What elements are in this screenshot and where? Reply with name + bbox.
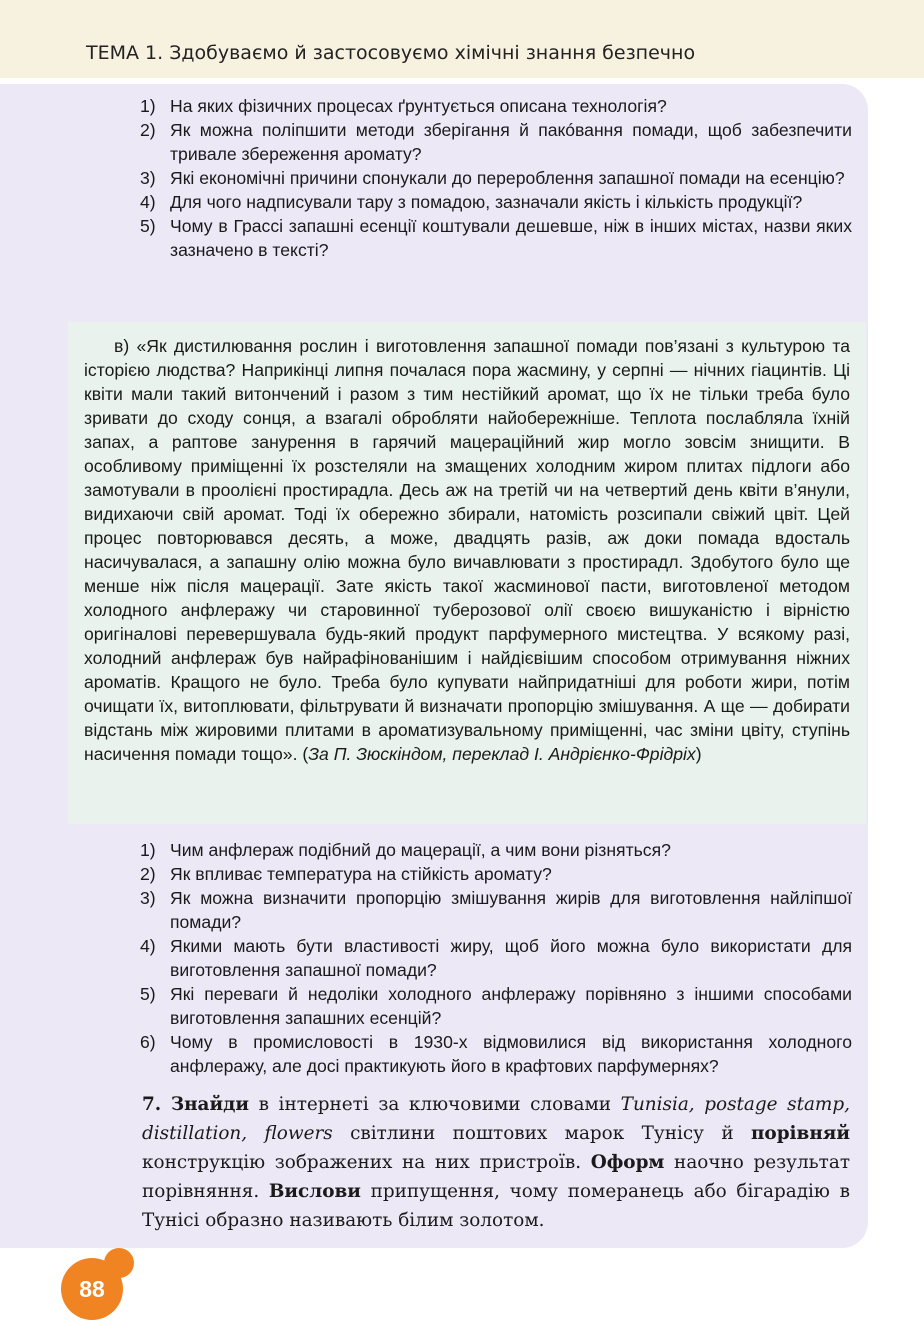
item-number: 2) — [140, 864, 156, 884]
item-number: 4) — [140, 192, 156, 212]
item-text: Які переваги й недоліки холодного анфлеражу порівняно з іншими способами виготовлення запашних есенцій? — [170, 984, 852, 1028]
header-title: ТЕМА 1. Здобуваємо й застосовуємо хімічні знання безпечно — [86, 42, 696, 64]
item-number: 2) — [140, 120, 156, 140]
item-text: Як можна поліпшити методи зберігання й пакóвання помади, щоб забезпечити тривале збереження аромату? — [170, 120, 852, 164]
source-close: ) — [695, 744, 702, 764]
item-number: 4) — [140, 936, 156, 956]
list-item — [140, 94, 852, 118]
item-text: Для чого надписували тару з помадою, зазначали якість і кількість продукції? — [170, 192, 803, 212]
list-item — [140, 886, 852, 934]
task-text: конструкцію зображених на них пристроїв. — [142, 1152, 591, 1173]
list-item — [140, 166, 852, 190]
item-text: На яких фізичних процесах ґрунтується описана технологія? — [170, 96, 667, 116]
task-text: світлини поштових марок Тунісу й — [332, 1123, 751, 1144]
item-text: Чим анфлераж подібний до мацерації, а чим вони різняться? — [170, 840, 671, 860]
passage-source: За П. Зюскіндом, переклад І. Андрієнко-Фрідріх — [308, 744, 696, 764]
task-verb-format: Оформ — [590, 1152, 665, 1173]
task-text: в інтернеті за ключовими словами — [249, 1094, 621, 1115]
task-text: припущення, чому померанець або бігарадію в Тунісі образно називають білим золотом. — [142, 1181, 850, 1231]
task-text: наочно результат порівняння. — [142, 1152, 850, 1202]
task-verb-find: Знайди — [170, 1094, 249, 1115]
source-open: ( — [297, 744, 309, 764]
item-number: 6) — [140, 1032, 156, 1052]
questions-list-b — [140, 94, 852, 262]
list-item — [140, 190, 852, 214]
list-item — [140, 1030, 852, 1078]
task-keywords: Tunisia, postage stamp, distillation, flowers — [142, 1094, 850, 1144]
item-number: 1) — [140, 96, 156, 116]
task-number: 7. — [142, 1094, 162, 1115]
item-text: Як можна визначити пропорцію змішування жирів для виготовлення найліпшої помади? — [170, 888, 852, 932]
item-number: 5) — [140, 216, 156, 236]
item-text: Як впливає температура на стійкість аромату? — [170, 864, 552, 884]
list-item — [140, 838, 852, 862]
list-item — [140, 934, 852, 982]
task-verb-express: Вислови — [268, 1181, 361, 1202]
list-item — [140, 214, 852, 262]
item-text: Чому в Грассі запашні есенції коштували дешевше, ніж в інших містах, назви яких зазначено в тексті? — [170, 216, 852, 260]
item-text: Якими мають бути властивості жиру, щоб його можна було використати для виготовлення запашної помади? — [170, 936, 852, 980]
item-number: 5) — [140, 984, 156, 1004]
list-item — [140, 862, 852, 886]
item-number: 3) — [140, 168, 156, 188]
item-text: Які економічні причини спонукали до перероблення запашної помади на есенцію? — [170, 168, 845, 188]
page-number: 88 — [79, 1276, 105, 1302]
passage-text: в) «Як дистилювання рослин і виготовлення запашної помади пов’язані з культурою та історією людства? Наприкінці липня почалася пора жасмину, у серпні — нічних гіацинтів. Ці квіти мали такий витончений і разом з тим нестійкий аромат, що їх не тільки треба було зривати до сходу сонця, а взагалі обробляти найобережніше. Теплота послабляла їхній запах, а раптове занурення в гарячий мацераційний жир могло зовсім знищити. В особливому приміщенні їх розстеляли на змащених холодним жиром плитах підлоги або замотували в проолієні простирадла. Десь аж на третій чи на четвертий день квіти в’янули, видихаючи свій аромат. Тоді їх обережно збирали, натомість розсипали свіжий цвіт. Цей процес повторювався десять, а може, двадцять разів, аж доки помада вдосталь насичувалася, а запашну олію можна було вичавлювати з простирадл. Здобутого було ще менше ніж після мацерації. Зате якість такої жасминової пасти, виготовленої методом холодного анфлеражу чи старовинної туберозової олії своєю вишуканістю і вірністю оригіналові перевершувала будь-який продукт парфумерного мистецтва. У всякому разі, холодний анфлераж був найрафінованішим і найдієвішим способом отримування ніжних ароматів. Кращого не було. Треба було купувати найпридатніші для роботи жири, потім очищати їх, витоплювати, фільтрувати й визначати пропорцію змішування. А ще — добирати відстань між жировими плитами в ароматизувальному приміщенні, час зміни цвіту, ступінь насичення помади тощо». — [84, 336, 850, 764]
questions-list-c — [140, 838, 852, 1078]
list-item — [140, 118, 852, 166]
item-number: 3) — [140, 888, 156, 908]
page-header — [0, 0, 924, 78]
list-item — [140, 982, 852, 1030]
task-verb-compare: порівняй — [750, 1123, 851, 1144]
reading-passage — [84, 334, 850, 766]
item-number: 1) — [140, 840, 156, 860]
task-7 — [142, 1090, 850, 1235]
item-text: Чому в промисловості в 1930-х відмовилися від використання холодного анфлеражу, але досі практикують його в крафтових парфумернях? — [170, 1032, 852, 1076]
